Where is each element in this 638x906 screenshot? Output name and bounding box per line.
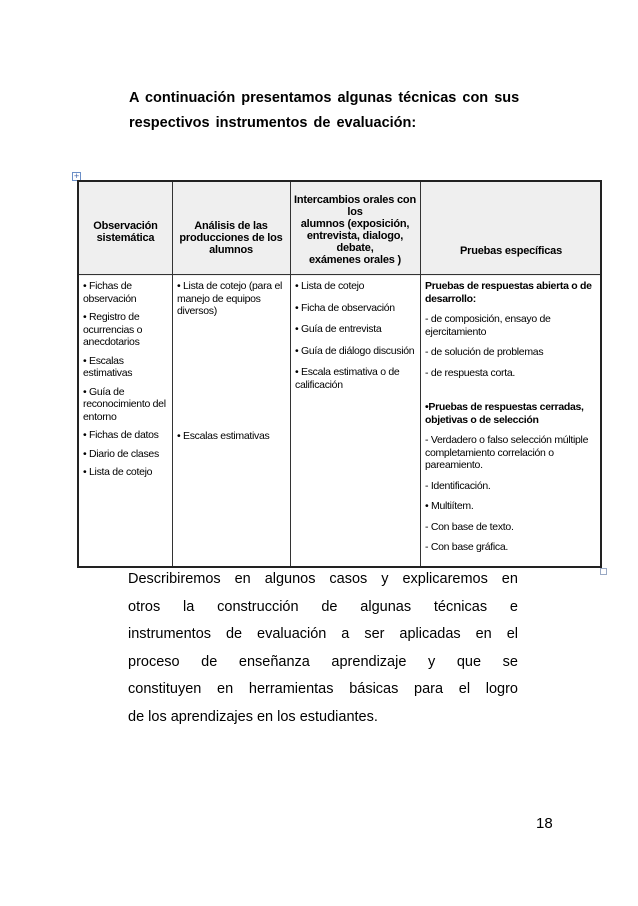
word: proceso [128,653,180,670]
table-resize-handle-icon[interactable] [600,568,607,575]
word: en [217,681,234,697]
intro-line-1: A continuación presentamos algunas técnicas con sus [129,90,520,106]
word: básicas [349,681,399,697]
section-heading: •Pruebas de respuestas cerradas, objetivas o de selección [425,401,584,426]
techniques-table [77,180,602,568]
header-text: Intercambios orales con los [294,194,416,218]
word: algunos [264,571,316,587]
word: aprendizaje [331,653,407,670]
header-text: Pruebas específicas [460,245,562,257]
header-text: alumnos (exposición, [300,218,410,230]
word: para [414,681,444,697]
list-item: • Guía de entrevista [295,323,382,335]
word: evaluación [257,626,327,642]
header-text: sistemática [96,232,155,244]
word: herramientas [248,681,334,697]
list-item: • Lista de cotejo [295,280,365,292]
list-item: - Verdadero o falso selección múltiple completamiento correlación o pareamiento. [425,434,589,471]
header-analisis [172,220,290,256]
column-pruebas [425,280,601,554]
column-intercambios [295,280,416,394]
word: de [201,653,218,670]
header-text: exámenes orales ) [309,254,401,266]
header-divider [79,274,600,275]
header-pruebas [420,245,602,257]
column-analisis [177,280,287,442]
word: logro [485,681,518,697]
list-item: • Escalas estimativas [177,429,270,442]
list-item: • Lista de cotejo [83,466,153,478]
word: de [225,626,243,642]
list-item: - de composición, ensayo de ejercitamiento [425,313,551,338]
word: se [502,653,518,670]
word: algunas [360,598,412,615]
header-text: Observación [93,220,158,232]
column-observacion [83,280,169,485]
body-paragraph [128,566,518,731]
word: casos [329,571,368,587]
word: instrumentos [128,626,212,642]
list-item: - de solución de problemas [425,346,544,358]
word: en [475,626,492,642]
word: de [321,598,338,615]
word: en [234,571,251,587]
list-item: - de respuesta corta. [425,366,515,379]
word: otros [128,598,161,615]
body-line [128,621,518,649]
word: y [427,653,436,670]
body-line [128,566,518,594]
list-item: • Diario de clases [83,447,159,460]
intro-paragraph [129,86,551,136]
list-item: • Multiítem. [425,500,474,512]
word: que [456,653,482,670]
list-item: • Fichas de datos [83,429,159,441]
word: explicaremos [402,571,488,587]
word: la [183,598,195,615]
list-item: • Lista de cotejo (para el manejo de equipos diversos) [177,280,283,317]
list-item: • Guía de reconocimiento del entorno [83,385,166,423]
list-item: - Con base gráfica. [425,541,509,553]
list-item: • Registro de ocurrencias o anecdotarios [83,311,143,348]
header-text: producciones de los alumnos [179,232,283,256]
list-item: • Fichas de observación [83,280,137,305]
word: e [509,598,518,615]
word: enseñanza [238,653,310,670]
word: ser [364,626,385,642]
word: y [381,571,389,587]
intro-line-2: respectivos instrumentos de evaluación: [129,115,417,131]
header-intercambios [290,194,420,266]
list-item: • Escalas estimativas [83,354,133,379]
list-item: • Ficha de observación [295,301,395,314]
list-item: - Identificación. [425,479,491,492]
table-move-handle-icon[interactable]: + [73,172,80,180]
word: Describiremos [128,571,221,587]
word: construcción [217,598,299,615]
word: el [506,626,518,642]
word: a [341,626,350,642]
word: técnicas [433,598,488,615]
word: constituyen [128,681,202,697]
body-line [128,676,518,704]
word: el [458,681,471,697]
page-number: 18 [536,815,553,832]
list-item: • Escala estimativa o de calificación [295,366,400,391]
header-text: entrevista, dialogo, debate, [306,230,404,254]
header-observacion [79,220,172,244]
word: aplicadas [399,626,461,642]
column-divider [420,182,421,566]
body-line [128,594,518,622]
list-item: • Guía de diálogo discusión [295,344,415,357]
body-line-last: de los aprendizajes en los estudiantes. [128,708,378,725]
body-line [128,649,518,677]
list-item: - Con base de texto. [425,520,514,533]
header-text: Análisis de las [194,220,268,232]
section-heading: Pruebas de respuestas abierta o de desarrollo: [425,280,592,305]
word: en [501,571,518,587]
